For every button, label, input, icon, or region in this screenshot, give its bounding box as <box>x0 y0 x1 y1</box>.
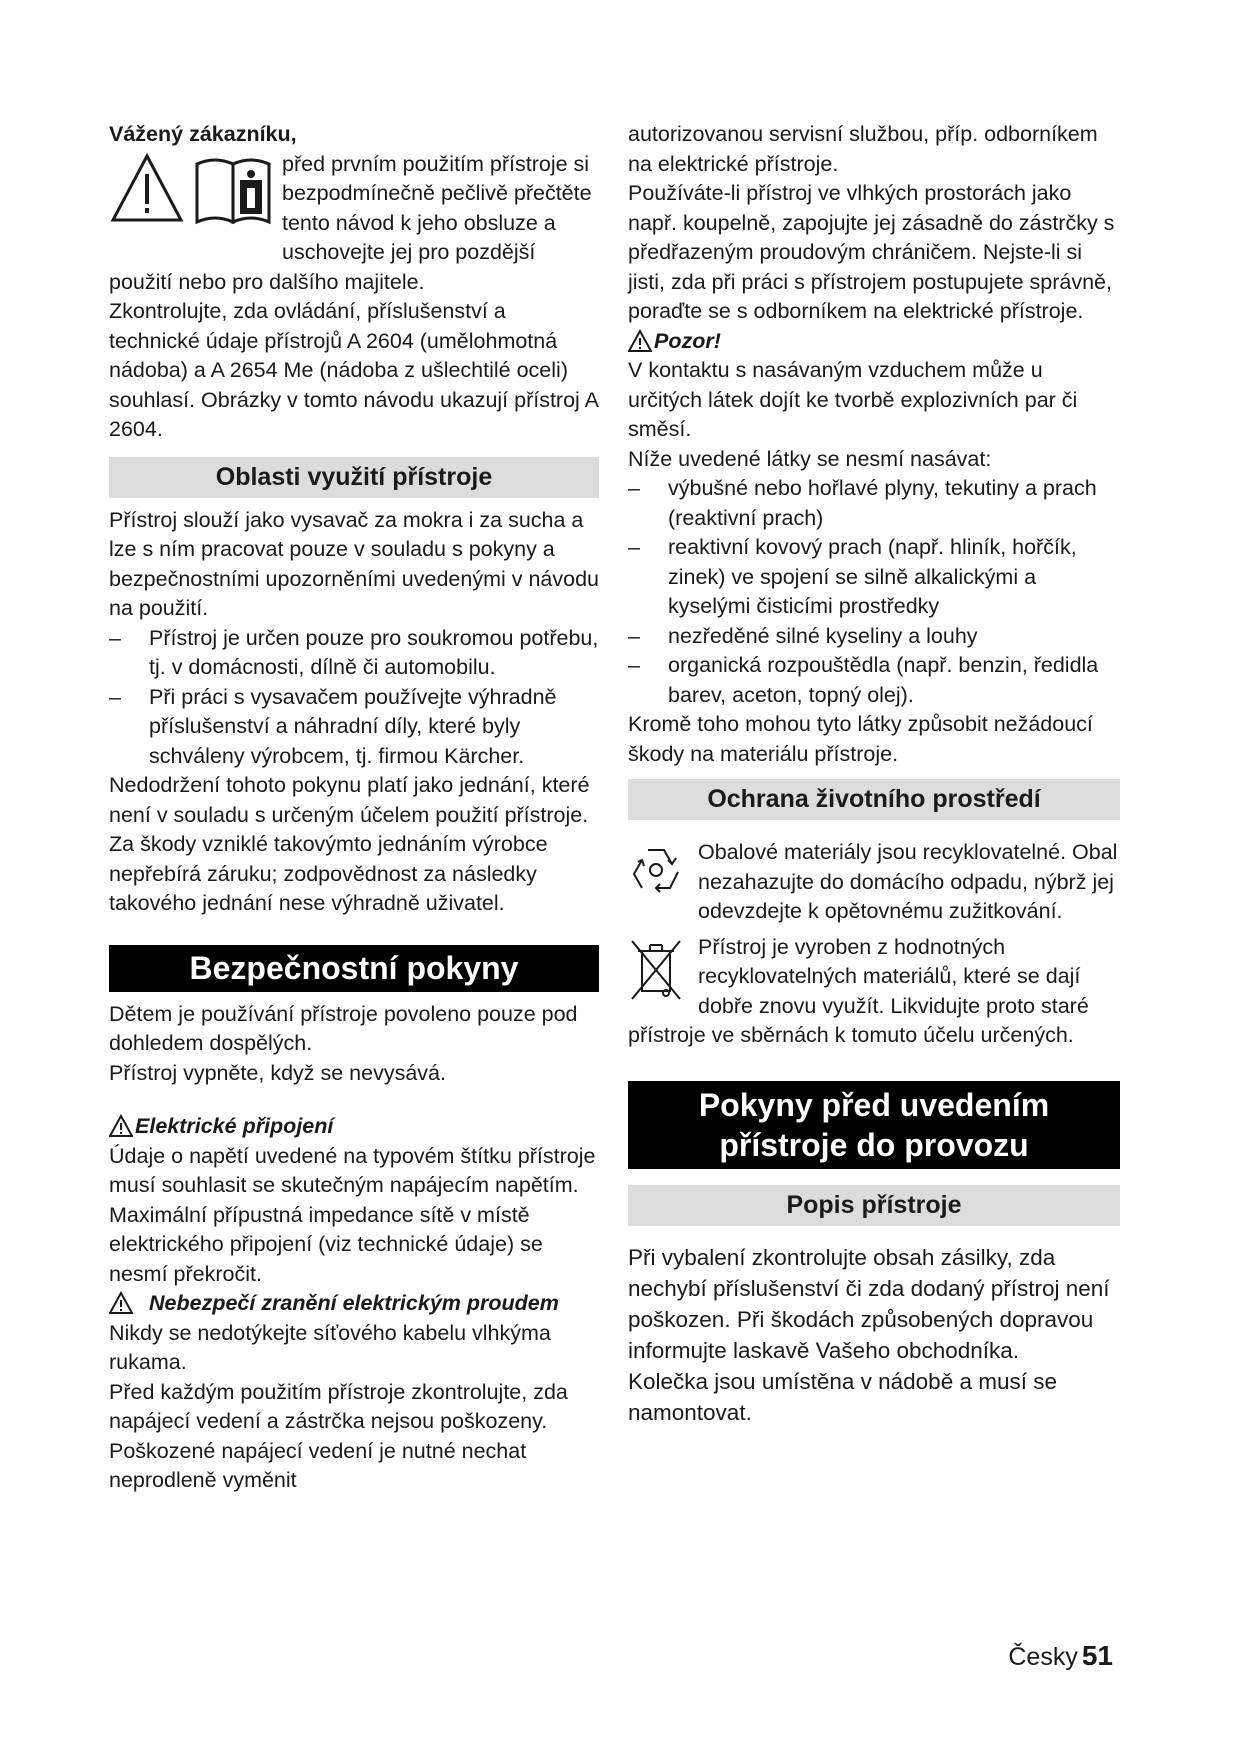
warning-icon <box>109 1291 133 1315</box>
footer-language: Česky <box>1008 1643 1078 1671</box>
list-item: – výbušné nebo hořlavé plyny, tekutiny a prach (reaktivní prach) <box>628 474 1120 533</box>
warning-icon <box>628 329 652 353</box>
shock-heading: Nebezpečí zranění elektrickým proudem <box>149 1291 559 1315</box>
caution-text: V kontaktu s nasávaným vzduchem může u určitých látek dojít ke tvorbě explozivních par či směsí. <box>628 358 1078 441</box>
env-heading: Ochrana životního prostředí <box>628 779 1120 820</box>
caution-heading: Pozor! <box>654 328 721 353</box>
left-column <box>109 120 599 1496</box>
usage-text: Přístroj slouží jako vysavač za mokra i za sucha a lze s ním pracovat pouze v souladu s pokyny a bezpečnostními upozorněními uvedenými v návodu na použití. <box>109 507 600 620</box>
substances-list <box>628 474 1120 710</box>
shock-text-2: Před každým použitím přístroje zkontrolujte, zda napájecí vedení a zástrčka nejsou poškozeny. Poškozené napájecí vedení je nutné nechat neprodleně vyměnit <box>109 1379 568 1492</box>
env-text-2: Přístroj je vyroben z hodnotných recyklovatelných materiálů, které se dají dobře znovu využít. Likvidujte proto staré přístroje ve sběrnách k tomuto účelu určených. <box>628 934 1089 1047</box>
usage-list <box>109 624 599 772</box>
crossed-bin-icon <box>628 937 684 1003</box>
safety-text-2: Přístroj vypněte, když se nevysává. <box>109 1060 446 1085</box>
electric-text-2: Maximální přípustná impedance sítě v místě elektrického připojení (viz technické údaje) se nesmí překročit. <box>109 1202 543 1286</box>
env-block-1 <box>628 838 1120 927</box>
electric-heading: Elektrické připojení <box>135 1114 334 1138</box>
page-footer <box>1008 1640 1113 1672</box>
list-item: – nezředěné silné kyseliny a louhy <box>628 622 1120 652</box>
env-block-2 <box>628 933 1120 1051</box>
shock-text-1: Nikdy se nedotýkejte síťového kabelu vlhkýma rukama. <box>109 1320 551 1374</box>
electric-heading-row <box>109 1112 599 1142</box>
page-number: 51 <box>1081 1640 1113 1671</box>
startup-heading-line-1: Pokyny před uvedením <box>698 1086 1050 1123</box>
greeting: Vážený zákazníku, <box>109 122 297 146</box>
list-item: – reaktivní kovový prach (např. hliník, hořčík, zinek) ve spojení se silně alkalickými a kyselými čisticími prostředky <box>628 533 1120 622</box>
substances-note: Kromě toho mohou tyto látky způsobit nežádoucí škody na materiálu přístroje. <box>628 712 1093 766</box>
description-text-2: Kolečka jsou umístěna v nádobě a musí se namontovat. <box>628 1368 1057 1425</box>
substances-intro: Níže uvedené látky se nesmí nasávat: <box>628 446 992 471</box>
electric-text-1: Údaje o napětí uvedené na typovém štítku přístroje musí souhlasit se skutečným napájecím napětím. <box>109 1143 596 1197</box>
caution-heading-row <box>628 327 1120 357</box>
right-column <box>628 120 1120 1428</box>
usage-note: Nedodržení tohoto pokynu platí jako jednání, které není v souladu s určeným účelem použití přístroje. Za škody vzniklé takovýmto jednáním výrobce nepřebírá záruku; zodpovědnost za následky takového jednání nese výhradně uživatel. <box>109 773 590 915</box>
intro-text: před prvním použitím přístroje si bezpodmínečně pečlivě přečtěte tento návod k jeho obsluze a uschovejte jej pro pozdější použití nebo pro dalšího majitele. <box>109 151 592 294</box>
check-text: Zkontrolujte, zda ovládání, příslušenství a technické údaje přístrojů A 2604 (umělohmotná nádoba) a A 2654 Me (nádoba z ušlechtilé oceli) souhlasí. Obrázky v tomto návodu ukazují přístroj A 2604. <box>109 299 598 441</box>
intro-block <box>109 150 599 298</box>
list-item: – organická rozpouštědla (např. benzin, ředidla barev, aceton, topný olej). <box>628 651 1120 710</box>
recycle-icon <box>628 842 684 898</box>
startup-heading <box>628 1081 1120 1169</box>
list-item: – Při práci s vysavačem používejte výhradně příslušenství a náhradní díly, které byly schváleny výrobcem, tj. firmou Kärcher. <box>109 683 599 772</box>
startup-heading-line-2: přístroje do provozu <box>719 1126 1029 1163</box>
continued-text: autorizovanou servisní službou, příp. odborníkem na elektrické přístroje. <box>628 122 1098 176</box>
description-text-1: Při vybalení zkontrolujte obsah zásilky, zda nechybí příslušenství či zda dodaný přístroj není poškozen. Při škodách způsobených dopravou informujte laskavě Vašeho obchodníka. <box>628 1244 1110 1363</box>
shock-heading-row <box>109 1289 599 1319</box>
humid-text: Používáte-li přístroj ve vlhkých prostorách jako např. koupelně, zapojujte jej zásadně do zástrčky s předřazeným proudovým chráničem. Nejste-li si jisti, zda při práci s přístrojem postupujete správně, poraďte se s odborníkem na elektrické přístroje. <box>628 181 1115 323</box>
safety-text-1: Dětem je používání přístroje povoleno pouze pod dohledem dospělých. <box>109 1001 578 1055</box>
description-heading: Popis přístroje <box>628 1185 1120 1226</box>
warning-icon <box>109 1114 133 1138</box>
usage-heading: Oblasti využití přístroje <box>109 457 599 498</box>
safety-heading: Bezpečnostní pokyny <box>109 945 599 992</box>
read-manual-icon <box>109 152 274 242</box>
env-text-1: Obalové materiály jsou recyklovatelné. Obal nezahazujte do domácího odpadu, nýbrž jej odevzdejte k opětovnému zužitkování. <box>698 840 1118 923</box>
list-item: – Přístroj je určen pouze pro soukromou potřebu, tj. v domácnosti, dílně či automobilu. <box>109 624 599 683</box>
